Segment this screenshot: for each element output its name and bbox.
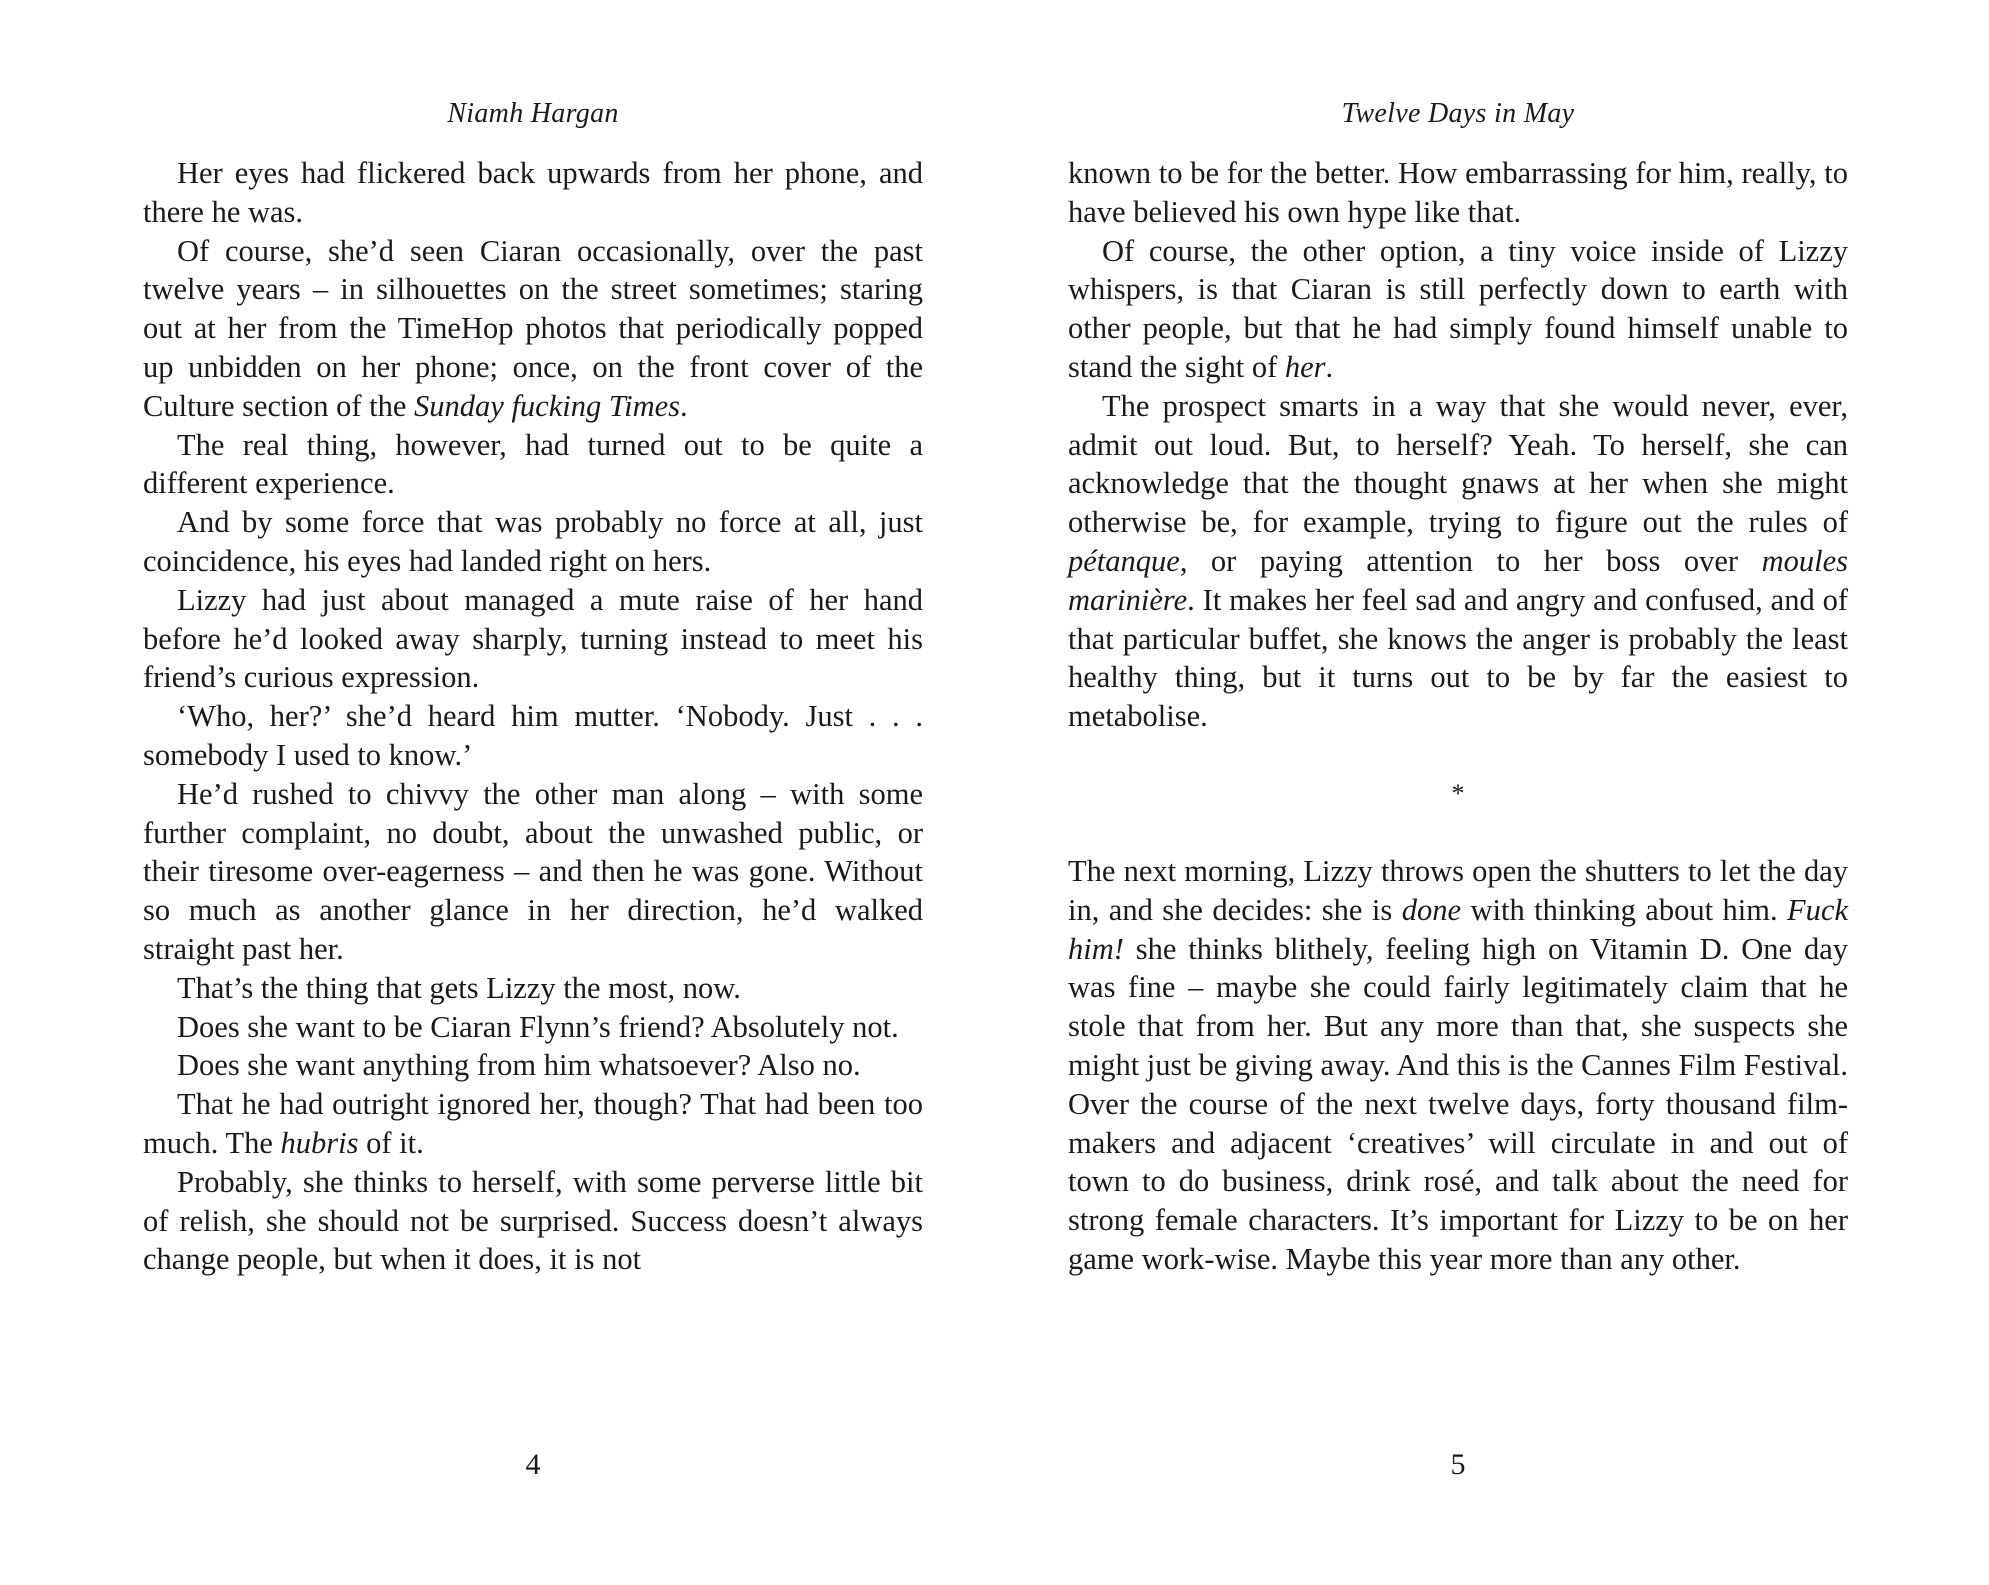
italic-text: Sunday fucking Times xyxy=(414,388,681,423)
paragraph xyxy=(143,581,923,697)
right-page-body xyxy=(1068,154,1848,1279)
text-run: That’s the thing that gets Lizzy the most, now. xyxy=(177,970,741,1005)
paragraph xyxy=(143,232,923,426)
text-run: Does she want to be Ciaran Flynn’s friend? Absolutely not. xyxy=(177,1009,899,1044)
italic-text: her xyxy=(1284,349,1326,384)
text-run: Of course, the other option, a tiny voice inside of Lizzy whispers, is that Ciaran is still perfectly down to earth with other people, but that he had simply found himself unable to stand the sight of xyxy=(1068,233,1848,384)
text-run: ‘Who, her?’ she’d heard him mutter. ‘Nobody. Just . . . somebody I used to know.’ xyxy=(143,699,923,772)
paragraph xyxy=(143,969,923,1008)
paragraph xyxy=(143,503,923,581)
paragraph xyxy=(1068,852,1848,1279)
text-run: , or paying attention to her boss over xyxy=(1179,543,1762,578)
paragraph xyxy=(1068,154,1848,232)
paragraph xyxy=(143,1046,923,1085)
text-run: That he had outright ignored her, though? That had been too much. The xyxy=(143,1087,923,1160)
text-run: she thinks blithely, feeling high on Vitamin D. One day was fine – maybe she could fairly legitimately claim that he stole that from her. But any more than that, she suspects she might just be giving away. And this is the Cannes Film Festival. Over the course of the next twelve days, forty thousand film-makers and adjacent ‘creatives’ will circulate in and out of town to do business, drink rosé, and talk about the need for strong female characters. It’s important for Lizzy to be on her game work-wise. Maybe this year more than any other. xyxy=(1068,931,1848,1276)
text-run: known to be for the better. How embarrassing for him, really, to have believed his own hype like that. xyxy=(1068,156,1848,229)
paragraph xyxy=(143,426,923,504)
paragraph xyxy=(143,1085,923,1163)
text-run: The real thing, however, had turned out to be quite a different experience. xyxy=(143,427,923,501)
section-break xyxy=(1068,736,1848,852)
left-page xyxy=(143,0,923,1585)
italic-text: hubris xyxy=(280,1125,359,1160)
text-run: Lizzy had just about managed a mute raise of her hand before he’d looked away sharply, turning instead to meet his friend’s curious expression. xyxy=(143,582,923,695)
running-head-title: Twelve Days in May xyxy=(1341,98,1575,129)
paragraph xyxy=(143,697,923,775)
text-run: Of course, she’d seen Ciaran occasionally, over the past twelve years – in silhouettes on the street sometimes; staring out at her from the TimeHop photos that periodically popped up unbidden on her phone; once, on the front cover of the Culture section of the xyxy=(143,233,923,423)
text-run: Probably, she thinks to herself, with some perverse little bit of relish, she should not be surprised. Success doesn’t always change people, but when it does, it is not xyxy=(143,1164,923,1277)
text-run: . It makes her feel sad and angry and confused, and of that particular buffet, she knows the anger is probably the least healthy thing, but it turns out to be by far the easiest to metabolise. xyxy=(1068,582,1848,734)
text-run: . xyxy=(1325,349,1334,384)
text-run: The prospect smarts in a way that she would never, ever, admit out loud. But, to herself? Yeah. To herself, she can acknowledge that the thought gnaws at her when she might otherwise be, for example, trying to figure out the rules of xyxy=(1068,388,1848,540)
paragraph xyxy=(1068,387,1848,736)
text-run: And by some force that was probably no force at all, just coincidence, his eyes had landed right on hers. xyxy=(143,505,923,578)
page-number: 5 xyxy=(1450,1448,1466,1481)
italic-text: pétanque xyxy=(1068,543,1180,578)
text-run: He’d rushed to chivvy the other man along – with some further complaint, no doubt, about the unwashed public, or their tiresome over-eagerness – and then he was gone. Without so much as another glance in her direction, he’d walked straight past her. xyxy=(143,776,923,966)
paragraph xyxy=(143,775,923,969)
italic-text: Fuck him! xyxy=(1068,892,1848,966)
italic-text: moules marinière xyxy=(1068,543,1848,617)
right-page xyxy=(1068,0,1848,1585)
text-run: of it. xyxy=(358,1125,424,1160)
paragraph xyxy=(143,1008,923,1047)
text-run: The next morning, Lizzy throws open the shutters to let the day in, and she decides: she is xyxy=(1068,853,1848,927)
running-head-author: Niamh Hargan xyxy=(447,98,619,129)
page-number: 4 xyxy=(525,1448,541,1481)
italic-text: done xyxy=(1401,892,1462,927)
left-page-body xyxy=(143,154,923,1279)
paragraph xyxy=(143,154,923,232)
text-run: Her eyes had flickered back upwards from her phone, and there he was. xyxy=(143,156,923,229)
text-run: . xyxy=(680,388,688,423)
text-run: Does she want anything from him whatsoever? Also no. xyxy=(177,1048,861,1083)
paragraph xyxy=(1068,232,1848,387)
text-run: * xyxy=(1451,778,1465,808)
paragraph xyxy=(143,1163,923,1279)
text-run: with thinking about him. xyxy=(1461,892,1788,927)
